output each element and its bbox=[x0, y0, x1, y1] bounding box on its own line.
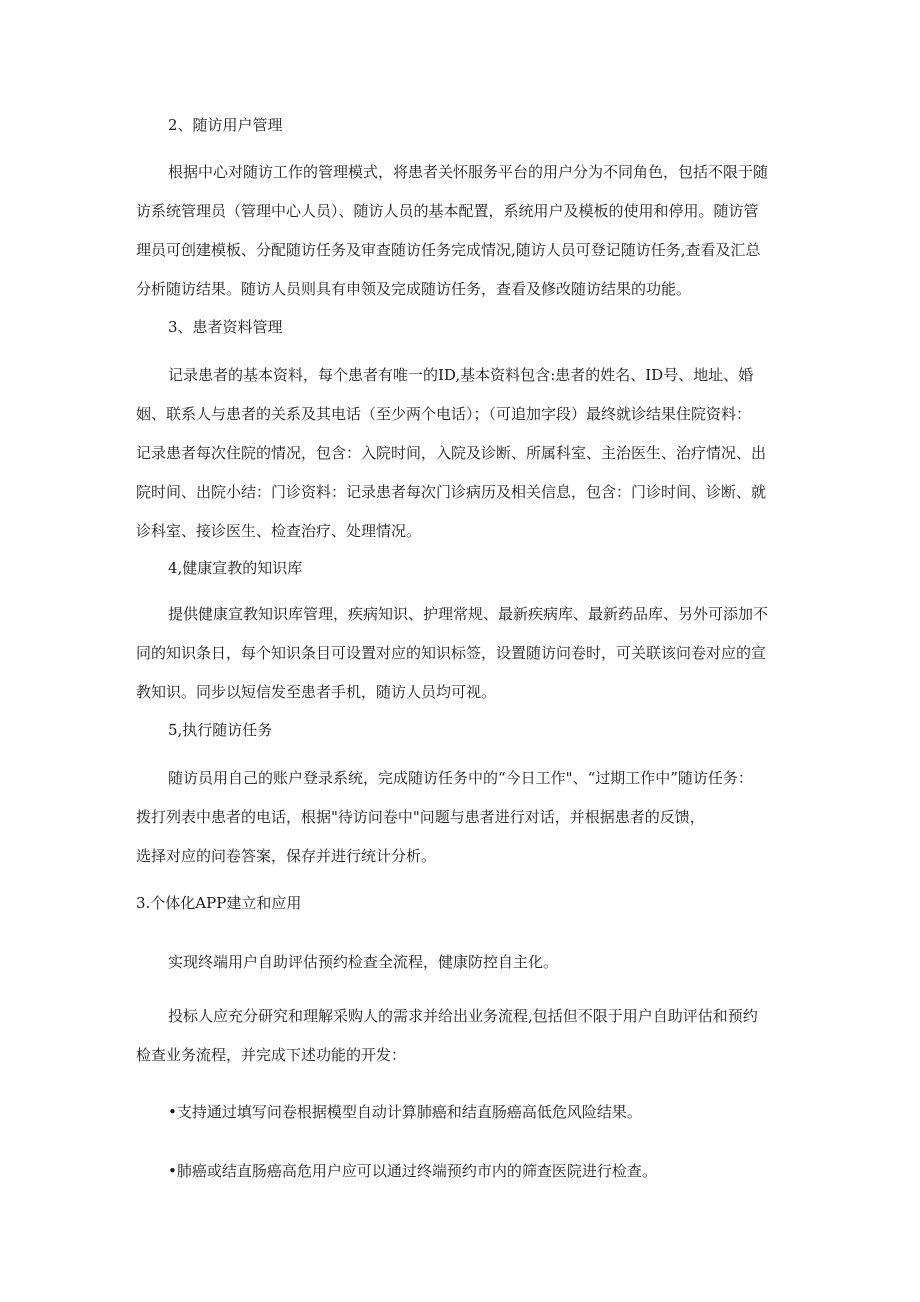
text-line: •支持通过填写问卷根据模型自动计算肺癌和结直肠癌高低危风险结果。 bbox=[168, 1103, 642, 1121]
text-line: 诊科室、接诊医生、检查治疗、处理情况。 bbox=[136, 522, 422, 540]
section-heading-user-management: 2、随访用户管理 bbox=[168, 116, 283, 134]
text-line: 理员可创建模板、分配随访任务及审查随访任务完成情况,随访人员可登记随访任务,查看及汇总 bbox=[136, 241, 761, 259]
text-line: 记录患者的基本资料，每个患者有唯一的ID,基本资料包含:患者的姓名、ID号、地址、婚 bbox=[168, 366, 754, 384]
paragraph-follow-up-tasks bbox=[136, 759, 786, 876]
text-line: •肺癌或结直肠癌高危用户应可以通过终端预约市内的筛查医院进行检查。 bbox=[168, 1162, 657, 1180]
text-line: 分析随访结果。随访人员则具有申领及完成随访任务，查看及修改随访结果的功能。 bbox=[136, 280, 692, 298]
text-line: 同的知识条日，每个知识条目可设置对应的知识标签，设置随访问卷时，可关联该问卷对应的宣 bbox=[136, 644, 767, 662]
paragraph-health-knowledge-base bbox=[136, 595, 786, 712]
paragraph-user-management bbox=[136, 153, 786, 309]
text-line: 检查业务流程，并完成下述功能的开发： bbox=[136, 1046, 407, 1064]
text-line: 选择对应的问卷答案，保存并进行统计分析。 bbox=[136, 847, 437, 865]
text-line: 随访员用自己的账户登录系统，完成随访任务中的“今日工作"、“过期工作中”随访任务： bbox=[168, 769, 753, 787]
text-line: 访系统管理员（管理中心人员）、随访人员的基本配置，系统用户及模板的使用和停用。随访管 bbox=[136, 202, 759, 220]
section-heading-personalized-app: 3.个体化APP建立和应用 bbox=[136, 894, 302, 912]
bullet-item-risk-assessment bbox=[168, 1093, 642, 1132]
section-heading-follow-up-tasks: 5,执行随访任务 bbox=[168, 721, 273, 739]
text-line: 拨打列表中患者的电话，根据"待访问卷中"问题与患者进行对话，并根据患者的反馈， bbox=[136, 808, 705, 826]
paragraph-bidder-requirements bbox=[136, 997, 786, 1075]
text-line: 实现终端用户自助评估预约检查全流程，健康防控自主化。 bbox=[168, 953, 559, 971]
text-line: 根据中心对随访工作的管理模式，将患者关怀服务平台的用户分为不同角色，包括不限于随 bbox=[168, 163, 769, 181]
text-line: 院时间、出院小结：门诊资料：记录患者每次门诊病历及相关信息，包含：门诊时间、诊断、就 bbox=[136, 483, 767, 501]
text-line: 提供健康宣教知识库管理，疾病知识、护理常规、最新疾病库、最新药品库、另外可添加不 bbox=[168, 605, 769, 623]
text-line: 投标人应充分研究和理解采购人的需求并给出业务流程,包括但不限于用户自助评估和预约 bbox=[168, 1007, 758, 1025]
paragraph-patient-records bbox=[136, 356, 786, 551]
text-line: 教知识。同步以短信发至患者手机，随访人员均可视。 bbox=[136, 683, 497, 701]
paragraph-app-goal bbox=[168, 943, 558, 982]
bullet-item-screening-booking bbox=[168, 1152, 657, 1191]
section-heading-patient-records: 3、患者资料管理 bbox=[168, 318, 283, 336]
section-heading-health-knowledge-base: 4,健康宣教的知识库 bbox=[168, 559, 303, 577]
text-line: 姻、联系人与患者的关系及其电话（至少两个电话）；（可追加字段）最终就诊结果住院资料： bbox=[136, 405, 752, 423]
text-line: 记录患者每次住院的情况，包含：入院时间，入院及诊断、所属科室、主治医生、治疗情况、出 bbox=[136, 444, 767, 462]
